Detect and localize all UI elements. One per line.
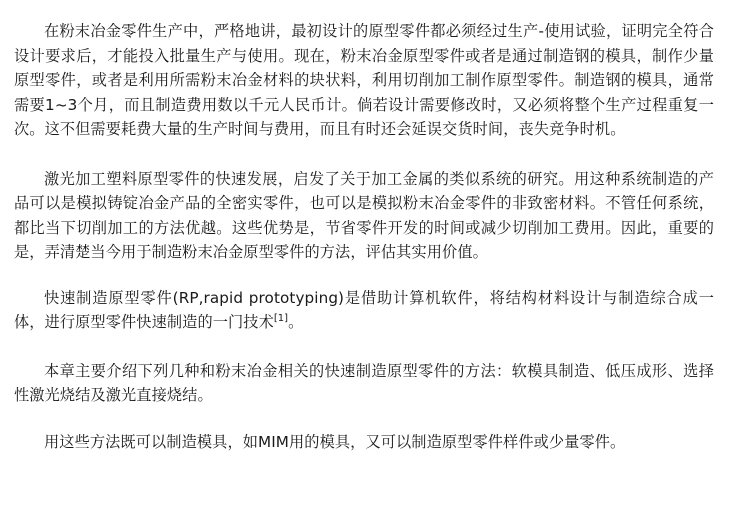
paragraph-2: 激光加工塑料原型零件的快速发展，启发了关于加工金属的类似系统的研究。用这种系统制造的产品可以是模拟铸锭冶金产品的全密实零件，也可以是模拟粉末冶金零件的非致密材料。不管任何系统，都比当下切削加工的方法优越。这些优势是，节省零件开发的时间或减少切削加工费用。因此，重要的是，弄清楚当今用于制造粉末冶金原型零件的方法，评估其实用价值。 xyxy=(14,169,714,261)
document-body xyxy=(14,19,714,474)
paragraph-5: 用这些方法既可以制造模具，如MIM用的模具，又可以制造原型零件样件或少量零件。 xyxy=(44,432,626,451)
paragraph-1: 在粉末冶金零件生产中，严格地讲，最初设计的原型零件都必须经过生产-使用试验，证明完全符合设计要求后，才能投入批量生产与使用。现在，粉末冶金原型零件或者是通过制造钢的模具，制作少量原型零件，或者是利用所需粉末冶金材料的块状料，利用切削加工制作原型零件。制造钢的模具，通常需要1~3个月，而且制造费用数以千元人民币计。倘若设计需要修改时，又必须将整个生产过程重复一次。这不但需要耗费大量的生产时间与费用，而且有时还会延误交货时间，丧失竞争时机。 xyxy=(14,22,714,138)
paragraph-4: 本章主要介绍下列几种和粉末冶金相关的快速制造原型零件的方法：软模具制造、低压成形、选择性激光烧结及激光直接烧结。 xyxy=(14,361,714,404)
paragraph-3-end: 。 xyxy=(288,313,304,331)
paragraph-3-text: 快速制造原型零件(RP,rapid prototyping)是借助计算机软件，将结构材料设计与制造综合成一体，进行原型零件快速制造的一门技术 xyxy=(14,288,714,331)
paragraph-3 xyxy=(14,286,714,335)
citation-reference: [1] xyxy=(273,312,289,324)
